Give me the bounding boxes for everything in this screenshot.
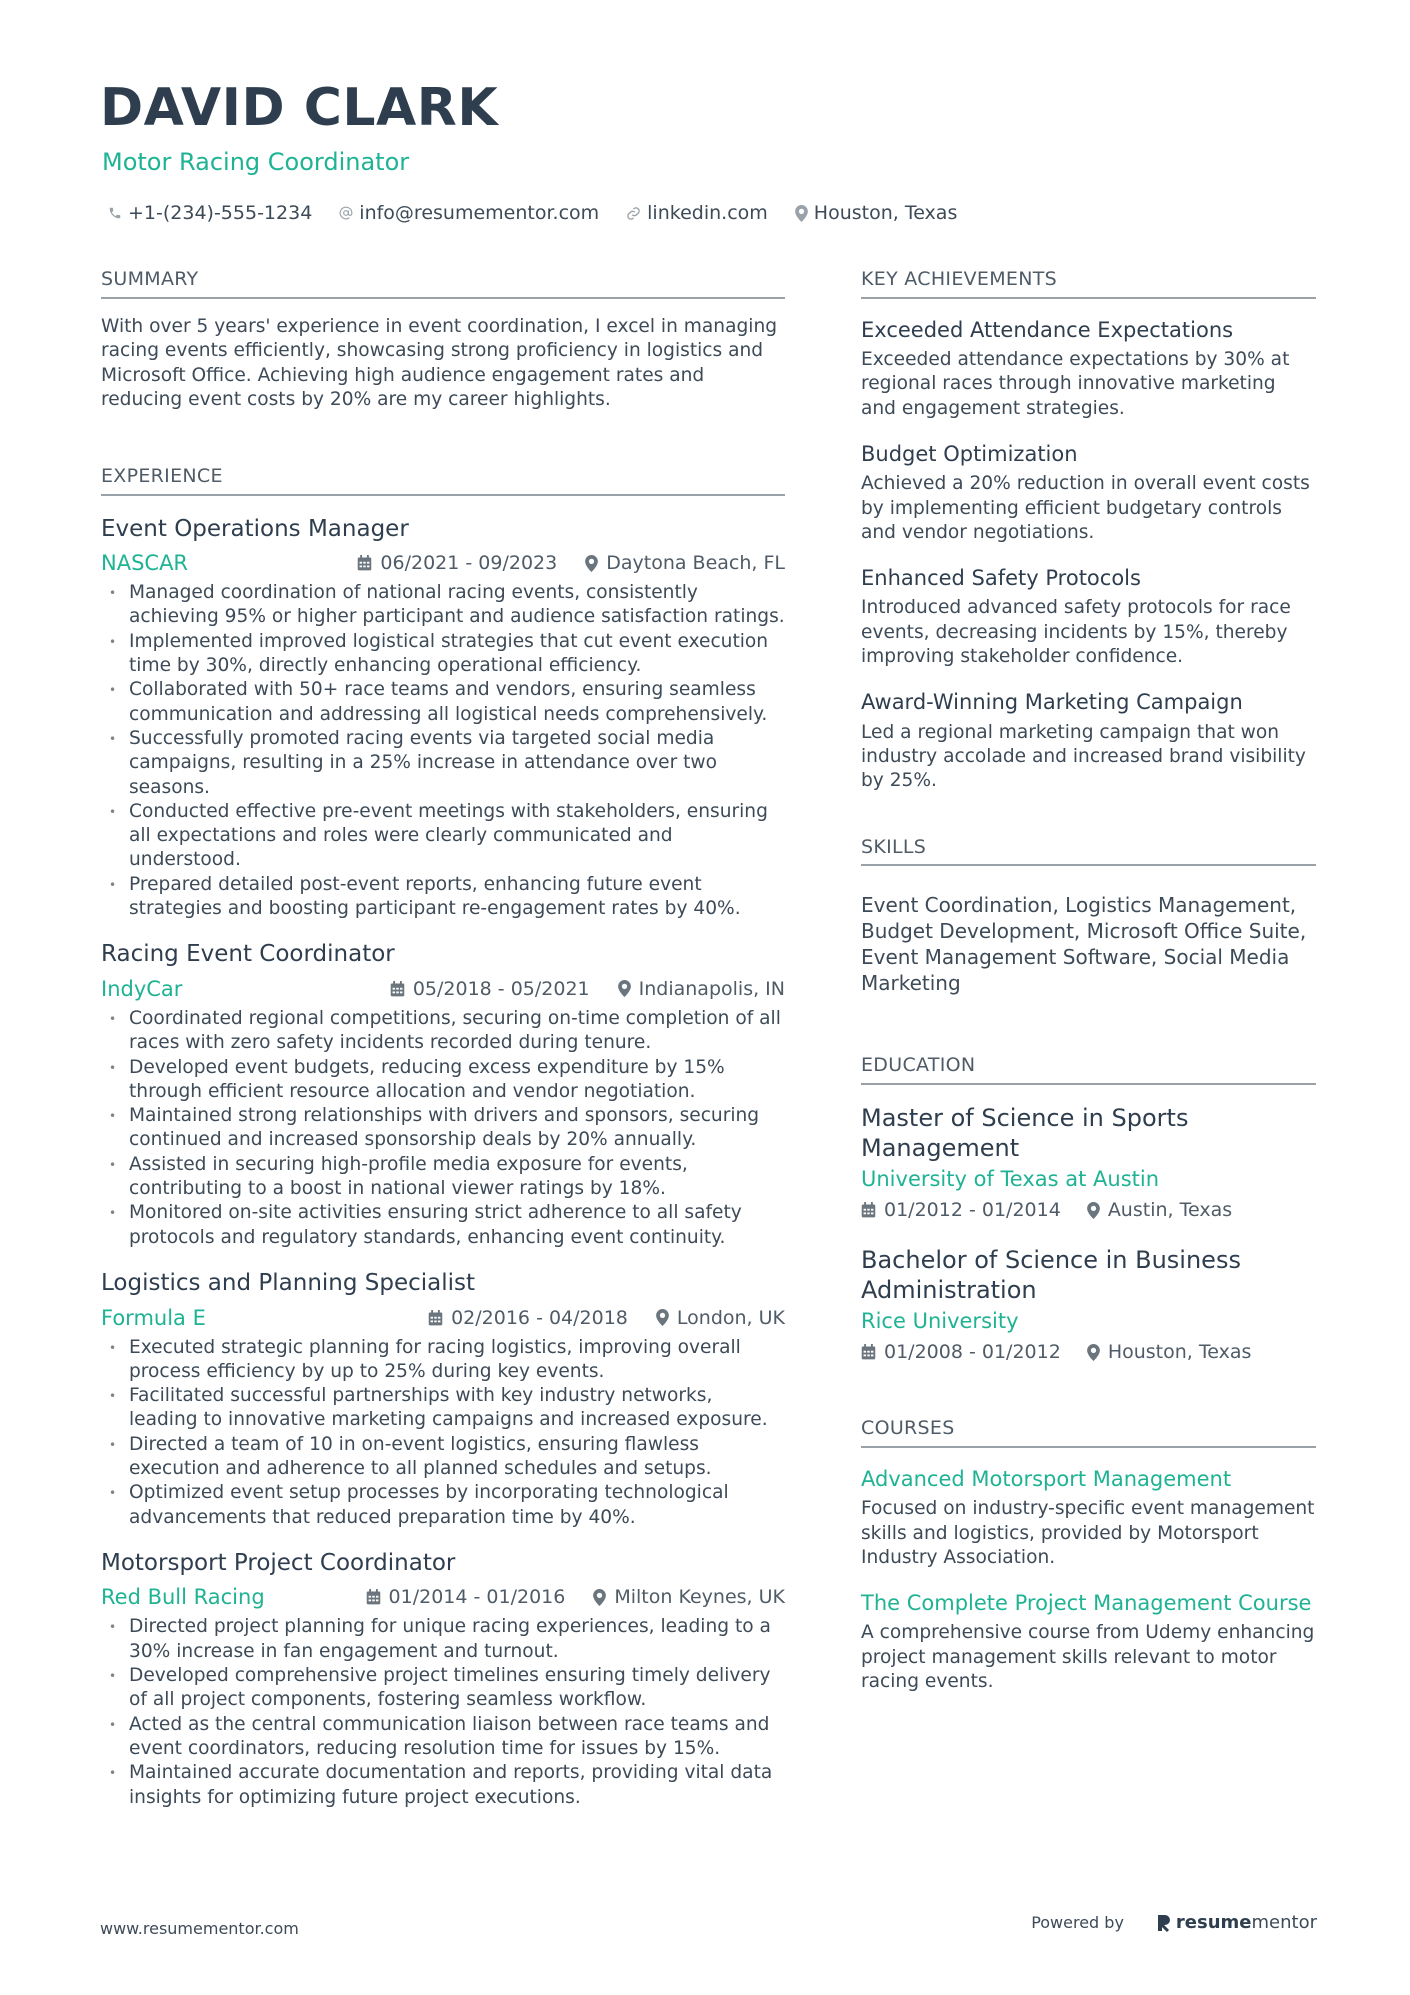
job-meta — [101, 1305, 785, 1331]
job-position: Motorsport Project Coordinator — [101, 1549, 456, 1576]
resumementor-logo-icon — [1156, 1913, 1172, 1933]
skills-heading: SKILLS — [861, 836, 1316, 867]
education-item — [861, 1245, 1316, 1365]
skills-text: Event Coordination, Logistics Management, Budget Development, Microsoft Office Suite, Event Management Software, Social Media Marketing — [861, 893, 1307, 996]
calendar-icon — [428, 1310, 443, 1326]
job-bullet: • Directed a team of 10 in on-event logistics, ensuring flawless execution and adherence to all planned schedules and setups. — [101, 1433, 785, 1482]
job-dates-text: 05/2018 - 05/2021 — [412, 977, 590, 1000]
job-bullet: • Monitored on-site activities ensuring strict adherence to all safety protocols and regulatory standards, enhancing event continuity. — [101, 1201, 785, 1250]
location-pin-icon — [593, 1589, 606, 1606]
education-location — [1087, 1341, 1252, 1363]
job-location-text: Daytona Beach, FL — [606, 552, 785, 575]
contact-bar — [108, 200, 984, 226]
job-location — [593, 1586, 785, 1608]
brand-logo[interactable] — [1156, 1912, 1317, 1933]
job-position: Logistics and Planning Specialist — [101, 1269, 476, 1296]
powered-by-label: Powered by — [1031, 1913, 1124, 1932]
job-bullet: • Acted as the central communication liaison between race teams and event coordinators, reducing resolution time for issues by 15%. — [101, 1713, 785, 1762]
achievement-item — [861, 317, 1316, 421]
job-position: Racing Event Coordinator — [101, 941, 395, 968]
job-bullet: • Coordinated regional competitions, securing on-time completion of all races with zero safety incidents recorded during tenure. — [101, 1007, 785, 1056]
location-pin-icon — [1087, 1344, 1100, 1361]
job-bullet: • Conducted effective pre-event meetings with stakeholders, ensuring all expectations and roles were clearly communicated and understood. — [101, 800, 785, 873]
courses-heading: COURSES — [861, 1417, 1316, 1448]
job-location-text: London, UK — [676, 1306, 785, 1329]
location-text: Houston, Texas — [813, 202, 958, 224]
job-bullet: • Developed event budgets, reducing excess expenditure by 15% through efficient resource allocation and vendor negotiation. — [101, 1056, 785, 1105]
achievement-text: Led a regional marketing campaign that won industry accolade and increased brand visibility by 25%. — [861, 721, 1306, 792]
experience-section — [101, 465, 785, 1810]
location-pin-icon — [1087, 1202, 1100, 1219]
course-item — [861, 1590, 1316, 1694]
job-company: Red Bull Racing — [101, 1585, 265, 1610]
location-pin-icon — [618, 980, 631, 997]
job-title: Motor Racing Coordinator — [102, 148, 410, 176]
phone-icon — [108, 206, 122, 220]
summary-heading: SUMMARY — [101, 268, 785, 299]
contact-email — [339, 202, 599, 224]
location-pin-icon — [585, 555, 598, 572]
left-column — [101, 268, 785, 1810]
contact-phone — [108, 202, 312, 224]
job-bullet: • Prepared detailed post-event reports, enhancing future event strategies and boosting participant re-engagement rates by 40%. — [101, 873, 785, 922]
education-dates — [861, 1341, 1061, 1363]
job-entry — [101, 941, 785, 1250]
job-dates — [357, 552, 557, 574]
education-dates-text: 01/2008 - 01/2012 — [884, 1341, 1061, 1364]
job-position: Event Operations Manager — [101, 515, 409, 542]
education-location-text: Austin, Texas — [1107, 1199, 1233, 1222]
calendar-icon — [357, 555, 372, 571]
contact-linkedin — [626, 202, 768, 224]
education-degree: Master of Science in Sports Management — [861, 1104, 1189, 1163]
education-item — [861, 1103, 1316, 1223]
course-title: The Complete Project Management Course — [861, 1591, 1312, 1616]
job-dates — [366, 1586, 566, 1608]
education-location-text: Houston, Texas — [1107, 1341, 1252, 1364]
job-bullet: • Implemented improved logistical strategies that cut event execution time by 30%, directly enhancing operational efficiency. — [101, 630, 785, 679]
education-meta — [861, 1197, 1316, 1223]
achievement-item — [861, 689, 1316, 793]
education-meta — [861, 1339, 1316, 1365]
achievement-title: Award-Winning Marketing Campaign — [861, 690, 1243, 715]
job-dates-text: 02/2016 - 04/2018 — [451, 1306, 628, 1329]
education-section — [861, 1054, 1316, 1365]
candidate-name: DAVID CLARK — [100, 78, 499, 138]
phone-text: +1-(234)-555-1234 — [128, 202, 313, 224]
job-bullets — [101, 581, 785, 921]
calendar-icon — [861, 1202, 876, 1218]
job-entry — [101, 1550, 785, 1810]
job-bullet: • Successfully promoted racing events via targeted social media campaigns, resulting in a 25% increase in attendance over two seasons. — [101, 727, 785, 800]
job-location — [656, 1307, 785, 1329]
brand-name-part2: mentor — [1251, 1912, 1317, 1933]
calendar-icon — [366, 1589, 381, 1605]
job-location — [618, 978, 785, 1000]
job-location-text: Indianapolis, IN — [638, 977, 785, 1000]
job-location-text: Milton Keynes, UK — [614, 1586, 785, 1609]
job-bullets — [101, 1007, 785, 1250]
job-dates-text: 01/2014 - 01/2016 — [388, 1586, 566, 1609]
link-icon — [626, 206, 641, 221]
calendar-icon — [390, 981, 405, 997]
job-meta — [101, 550, 785, 576]
job-bullet: • Optimized event setup processes by incorporating technological advancements that reduced preparation time by 40%. — [101, 1481, 785, 1530]
achievement-item — [861, 441, 1316, 545]
right-column — [861, 268, 1316, 1694]
experience-heading: EXPERIENCE — [101, 465, 785, 496]
job-bullet: • Collaborated with 50+ race teams and vendors, ensuring seamless communication and addressing all logistical needs comprehensively. — [101, 678, 785, 727]
email-text: info@resumementor.com — [359, 202, 600, 224]
job-bullet: • Assisted in securing high-profile media exposure for events, contributing to a boost in national viewer ratings by 18%. — [101, 1153, 785, 1202]
brand-name-part1: resume — [1175, 1912, 1252, 1933]
achievement-title: Exceeded Attendance Expectations — [861, 317, 1234, 342]
footer-branding — [1031, 1912, 1317, 1933]
linkedin-text: linkedin.com — [647, 202, 768, 224]
achievement-text: Achieved a 20% reduction in overall event costs by implementing efficient budgetary controls and vendor negotiations. — [861, 473, 1310, 543]
job-meta — [101, 1584, 785, 1610]
education-location — [1087, 1199, 1232, 1221]
education-school: Rice University — [861, 1309, 1019, 1334]
job-dates-text: 06/2021 - 09/2023 — [380, 552, 558, 575]
job-entry — [101, 1270, 785, 1530]
location-pin-icon — [795, 205, 808, 222]
job-bullet: • Directed project planning for unique racing experiences, leading to a 30% increase in fan engagement and turnout. — [101, 1615, 785, 1664]
achievement-item — [861, 565, 1316, 669]
job-bullet: • Developed comprehensive project timelines ensuring timely delivery of all project components, fostering seamless workflow. — [101, 1664, 785, 1713]
job-bullet: • Maintained strong relationships with drivers and sponsors, securing continued and increased sponsorship deals by 20% annually. — [101, 1104, 785, 1153]
contact-location — [795, 202, 958, 224]
achievement-text: Introduced advanced safety protocols for race events, decreasing incidents by 15%, thereby improving stakeholder confidence. — [861, 597, 1291, 668]
job-bullets — [101, 1615, 785, 1809]
education-degree: Bachelor of Science in Business Administration — [861, 1246, 1241, 1305]
calendar-icon — [861, 1344, 876, 1360]
achievement-text: Exceeded attendance expectations by 30% at regional races through innovative marketing and engagement strategies. — [861, 349, 1290, 419]
course-title: Advanced Motorsport Management — [861, 1466, 1232, 1491]
job-bullet: • Maintained accurate documentation and reports, providing vital data insights for optimizing future project executions. — [101, 1761, 785, 1810]
achievement-title: Budget Optimization — [861, 441, 1078, 466]
job-company: NASCAR — [101, 551, 189, 576]
job-bullets — [101, 1336, 785, 1530]
education-dates — [861, 1199, 1061, 1221]
achievements-section — [861, 268, 1316, 794]
footer-website[interactable]: www.resumementor.com — [100, 1919, 299, 1938]
education-heading: EDUCATION — [861, 1054, 1316, 1085]
education-dates-text: 01/2012 - 01/2014 — [884, 1199, 1061, 1222]
achievement-title: Enhanced Safety Protocols — [861, 566, 1141, 591]
job-bullet: • Managed coordination of national racing events, consistently achieving 95% or higher participant and audience satisfaction ratings. — [101, 581, 785, 630]
job-bullet: • Facilitated successful partnerships with key industry networks, leading to innovative marketing campaigns and increased exposure. — [101, 1384, 785, 1433]
job-dates — [390, 978, 590, 1000]
education-school: University of Texas at Austin — [861, 1167, 1160, 1192]
courses-section — [861, 1417, 1316, 1694]
job-location — [585, 552, 785, 574]
job-company: IndyCar — [101, 976, 183, 1001]
skills-section — [861, 836, 1316, 997]
course-text: Focused on industry-specific event management skills and logistics, provided by Motorsport Industry Association. — [861, 1498, 1315, 1568]
at-icon — [339, 206, 353, 220]
location-pin-icon — [656, 1309, 669, 1326]
job-meta — [101, 976, 785, 1002]
summary-section — [101, 268, 785, 413]
job-dates — [428, 1307, 628, 1329]
summary-text: With over 5 years' experience in event coordination, I excel in managing racing events efficiently, showcasing strong proficiency in logistics and Microsoft Office. Achieving high audience engagement rates and reducing event costs by 20% are my career highlights. — [101, 315, 778, 411]
course-text: A comprehensive course from Udemy enhancing project management skills relevant to motor racing events. — [861, 1622, 1315, 1693]
job-entry — [101, 516, 785, 922]
job-bullet: • Executed strategic planning for racing logistics, improving overall process efficiency by up to 25% during key events. — [101, 1336, 785, 1385]
course-item — [861, 1466, 1316, 1570]
job-company: Formula E — [101, 1305, 206, 1330]
achievements-heading: KEY ACHIEVEMENTS — [861, 268, 1316, 299]
